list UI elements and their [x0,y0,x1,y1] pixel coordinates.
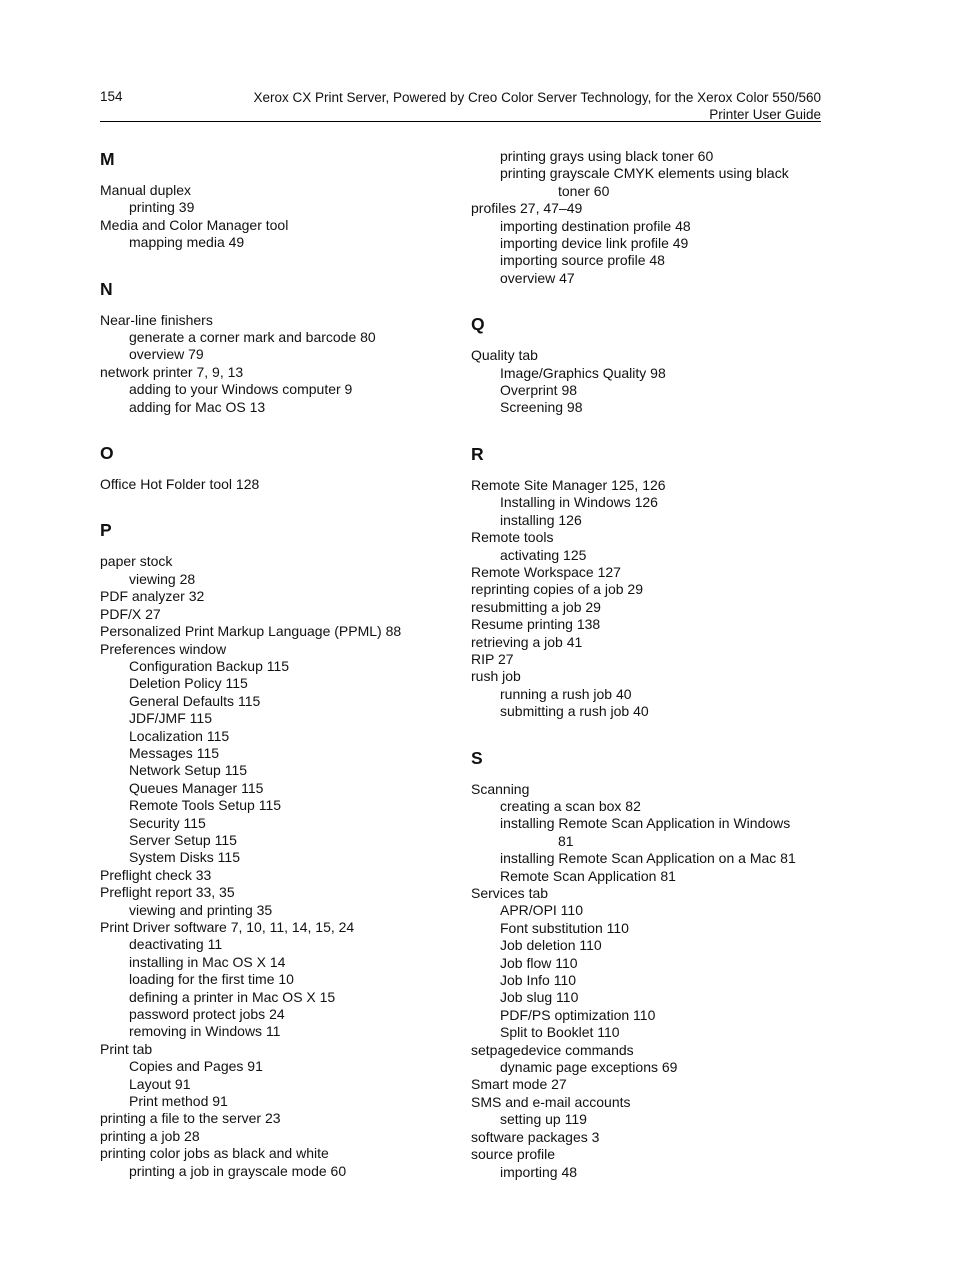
section-letter: O [100,443,114,464]
index-subentry: Network Setup 115 [129,762,248,779]
index-subentry: activating 125 [500,546,587,563]
index-entry: Preflight check 33 [100,866,212,883]
running-header [253,89,821,123]
index-column-right [471,148,821,1207]
index-subentry: Remote Tools Setup 115 [129,797,282,814]
index-subentry: JDF/JMF 115 [129,710,212,727]
index-subentry: Configuration Backup 115 [129,657,290,674]
index-section [471,443,821,721]
index-section [471,747,821,1181]
index-subentry: installing Remote Scan Application in Windows [500,815,791,832]
index-entry: Remote Site Manager 125, 126 [471,476,666,493]
index-subentry: installing 126 [500,511,582,528]
index-entry: Personalized Print Markup Language (PPML) 88 [100,623,402,640]
index-subentry: Font substitution 110 [500,919,629,936]
section-letter: M [100,149,115,169]
index-entry: Quality tab [471,347,538,364]
index-entry: Smart mode 27 [471,1076,567,1093]
index-entry: rush job [471,668,521,685]
index-subentry: creating a scan box 82 [500,797,641,814]
index-subentry: Localization 115 [129,727,230,744]
index-entry: paper stock [100,553,173,570]
index-subentry: Split to Booklet 110 [500,1024,620,1041]
index-entry: Preflight report 33, 35 [100,884,235,901]
index-entry-continuation: toner 60 [558,182,610,199]
index-subentry: Security 115 [129,814,206,831]
index-entry: printing a file to the server 23 [100,1110,281,1127]
index-subentry: mapping media 49 [129,234,245,251]
section-letter: Q [471,314,485,335]
index-entry: Remote tools [471,529,554,546]
index-entry: Media and Color Manager tool [100,216,289,233]
index-subentry: importing source profile 48 [500,252,665,269]
index-subentry: defining a printer in Mac OS X 15 [129,988,336,1005]
index-entry: source profile [471,1146,556,1163]
index-subentry: Print method 91 [129,1093,228,1110]
running-header-line2: Printer User Guide [709,107,821,122]
section-letter: S [471,747,483,768]
index-entry: printing a job 28 [100,1127,200,1144]
index-subentry: adding to your Windows computer 9 [129,381,353,398]
index-subentry: overview 79 [129,346,204,363]
index-subentry: loading for the first time 10 [129,971,294,988]
index-subentry: installing in Mac OS X 14 [129,953,286,970]
index-subentry: viewing 28 [129,570,196,587]
index-subentry: removing in Windows 11 [129,1023,281,1040]
index-section [100,148,450,252]
index-entry: Resume printing 138 [471,616,601,633]
index-subentry: APR/OPI 110 [500,902,584,919]
index-entry: Preferences window [100,640,227,657]
index-entry: PDF/X 27 [100,605,161,622]
index-subentry: printing grayscale CMYK elements using black [500,165,789,182]
index-subentry: General Defaults 115 [129,692,261,709]
index-subentry: deactivating 11 [129,936,223,953]
index-entry: network printer 7, 9, 13 [100,363,244,380]
index-subentry: password protect jobs 24 [129,1006,285,1023]
section-letter: R [471,443,484,464]
index-entry: Office Hot Folder tool 128 [100,476,260,493]
index-entry: Manual duplex [100,182,192,198]
index-entry: resubmitting a job 29 [471,598,601,615]
index-subentry: setting up 119 [500,1111,587,1128]
index-subentry: Installing in Windows 126 [500,494,658,511]
index-subentry: Job deletion 110 [500,937,602,954]
index-section [100,442,450,493]
page-number: 154 [100,89,123,104]
index-entry: setpagedevice commands [471,1041,634,1058]
index-entry: profiles 27, 47–49 [471,200,583,217]
index-subentry: PDF/PS optimization 110 [500,1006,656,1023]
index-section [471,313,821,417]
section-letter: P [100,520,112,541]
index-subentry: Deletion Policy 115 [129,675,248,692]
index-subentry: Screening 98 [500,399,583,416]
index-subentry: printing a job in grayscale mode 60 [129,1162,347,1179]
index-subentry: submitting a rush job 40 [500,703,649,720]
index-subentry: Messages 115 [129,744,220,761]
index-column-left [100,148,450,1206]
index-entry: Print Driver software 7, 10, 11, 14, 15, 24 [100,919,355,935]
index-entry: retrieving a job 41 [471,633,583,650]
index-subentry: importing device link profile 49 [500,235,689,252]
index-subentry: importing 48 [500,1163,578,1180]
index-subentry: System Disks 115 [129,849,240,866]
index-section [100,278,450,416]
index-entry: PDF analyzer 32 [100,588,205,605]
index-subentry: importing destination profile 48 [500,217,691,234]
index-subentry: Copies and Pages 91 [129,1058,263,1075]
index-entry-continuation: 81 [558,832,574,849]
index-entry: Services tab [471,885,549,901]
index-entry: RIP 27 [471,650,514,667]
index-entry: software packages 3 [471,1128,600,1145]
index-subentry: Image/Graphics Quality 98 [500,364,666,381]
index-subentry: printing 39 [129,199,195,216]
section-letter: N [100,278,113,299]
index-subentry: installing Remote Scan Application on a Mac 81 [500,850,796,867]
index-subentry: Overprint 98 [500,382,578,399]
index-section [471,148,821,287]
index-subentry: adding for Mac OS 13 [129,398,266,415]
index-entry: Print tab [100,1040,153,1057]
index-entry: Scanning [471,780,530,797]
index-entry: Near-line finishers [100,311,213,328]
index-subentry: running a rush job 40 [500,685,632,702]
index-entry: Remote Workspace 127 [471,563,621,580]
index-subentry: printing grays using black toner 60 [500,148,714,164]
index-subentry: Server Setup 115 [129,831,237,848]
index-subentry: Queues Manager 115 [129,779,264,796]
index-subentry: overview 47 [500,269,575,286]
index-entry: reprinting copies of a job 29 [471,581,643,598]
running-header-line1: Xerox CX Print Server, Powered by Creo Color Server Technology, for the Xerox Color 550/560 [253,90,821,105]
index-subentry: Job slug 110 [500,989,579,1006]
index-subentry: Layout 91 [129,1075,191,1092]
index-section [100,519,450,1180]
index-subentry: Remote Scan Application 81 [500,867,676,884]
index-subentry: Job flow 110 [500,954,578,971]
index-entry: printing color jobs as black and white [100,1145,329,1162]
index-subentry: generate a corner mark and barcode 80 [129,329,376,346]
index-subentry: viewing and printing 35 [129,901,273,918]
index-subentry: Job Info 110 [500,972,577,989]
index-subentry: dynamic page exceptions 69 [500,1059,678,1076]
header-rule [100,121,821,122]
index-entry: SMS and e-mail accounts [471,1093,631,1110]
